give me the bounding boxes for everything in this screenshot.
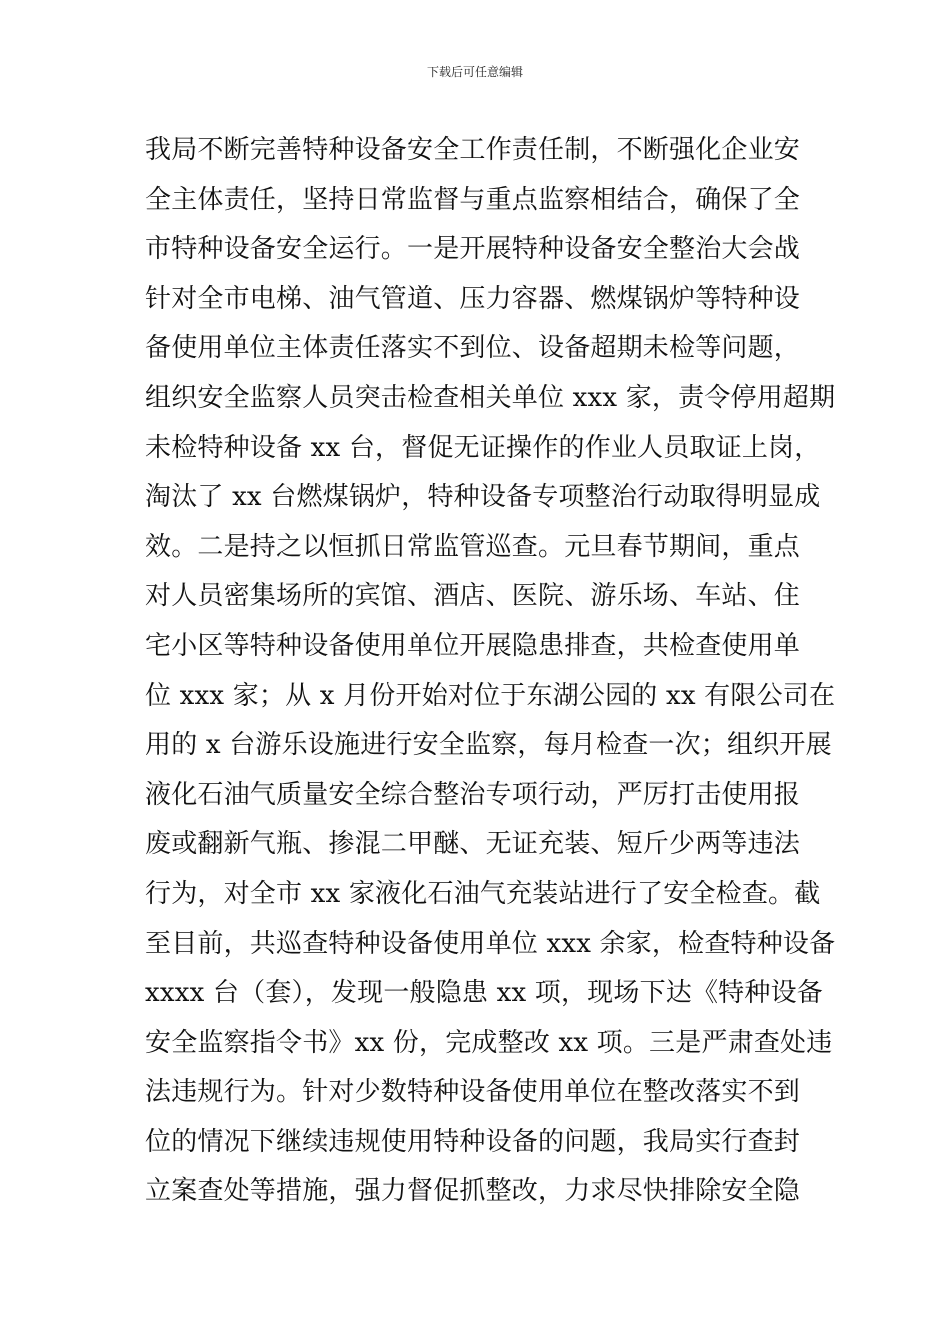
- text-line: 安全监察指令书》xx 份，完成整改 xx 项。三是严肃查处违: [145, 1027, 833, 1058]
- text-line: 废或翻新气瓶、掺混二甲醚、无证充装、短斤少两等违法: [145, 829, 801, 860]
- text-line: 位的情况下继续违规使用特种设备的问题，我局实行查封: [145, 1126, 801, 1157]
- text-line: 行为，对全市 xx 家液化石油气充装站进行了安全检查。截: [145, 878, 821, 909]
- text-line: 对人员密集场所的宾馆、酒店、医院、游乐场、车站、住: [145, 581, 801, 612]
- text-line: 组织安全监察人员突击检查相关单位 xxx 家，责令停用超期: [145, 382, 836, 413]
- text-line: 法违规行为。针对少数特种设备使用单位在整改落实不到: [145, 1077, 801, 1108]
- text-line: 针对全市电梯、油气管道、压力容器、燃煤锅炉等特种设: [145, 283, 801, 314]
- text-line: 备使用单位主体责任落实不到位、设备超期未检等问题，: [145, 333, 801, 364]
- text-line: 淘汰了 xx 台燃煤锅炉，特种设备专项整治行动取得明显成: [145, 482, 821, 513]
- text-line: 我局不断完善特种设备安全工作责任制，不断强化企业安: [145, 135, 801, 165]
- text-line: 市特种设备安全运行。一是开展特种设备安全整治大会战: [145, 234, 801, 265]
- text-line: 液化石油气质量安全综合整治专项行动，严厉打击使用报: [145, 779, 801, 810]
- text-line: xxxx 台（套），发现一般隐患 xx 项，现场下达《特种设备: [145, 978, 823, 1009]
- text-line: 未检特种设备 xx 台，督促无证操作的作业人员取证上岗，: [145, 432, 821, 463]
- text-line: 效。二是持之以恒抓日常监管巡查。元旦春节期间，重点: [145, 531, 801, 562]
- text-line: 全主体责任，坚持日常监督与重点监察相结合，确保了全: [145, 184, 801, 215]
- page-header: 下载后可任意编辑: [426, 65, 523, 79]
- text-line: 用的 x 台游乐设施进行安全监察，每月检查一次；组织开展: [145, 730, 832, 761]
- body-paragraph: [145, 126, 836, 1217]
- text-line: 至目前，共巡查特种设备使用单位 xxx 余家，检查特种设备: [145, 928, 836, 959]
- text-line: 宅小区等特种设备使用单位开展隐患排查，共检查使用单: [145, 630, 801, 661]
- text-line: 立案查处等措施，强力督促抓整改，力求尽快排除安全隐: [145, 1176, 801, 1207]
- text-line: 位 xxx 家；从 x 月份开始对位于东湖公园的 xx 有限公司在: [145, 680, 836, 711]
